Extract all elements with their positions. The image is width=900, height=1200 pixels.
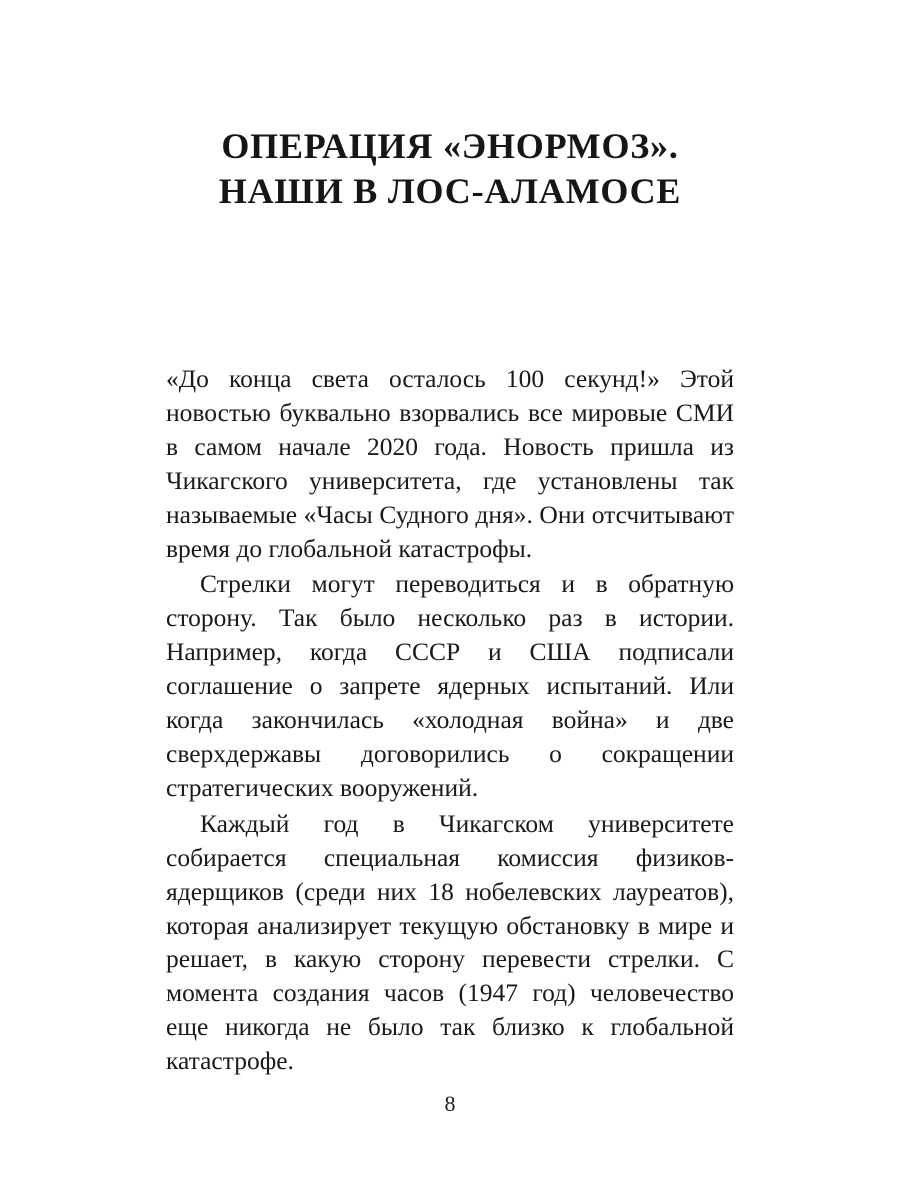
chapter-title-line-2: НАШИ В ЛОС-АЛАМОСЕ [218,171,682,211]
page-number: 8 [444,1091,456,1116]
paragraph-3: Каждый год в Чикагском университете собирается специальная комиссия физиков-ядерщиков (среди них 18 нобелевских лауреатов), которая анализирует текущую обстановку в мире и решает, в какую сторону перевести стрелки. С момента создания часов (1947 год) человечество еще никогда не было так близко к глобальной катастрофе. [166,808,734,1076]
chapter-title-line-1: ОПЕРАЦИЯ «ЭНОРМОЗ». [221,126,679,166]
paragraph-2: Стрелки могут переводиться и в обратную сторону. Так было несколько раз в истории. Например, когда СССР и США подписали соглашение о запрете ядерных испытаний. Или когда закончилась «холодная война» и две сверхдержавы договорились о сокращении стратегических вооружений. [166,569,734,802]
chapter-title [150,124,750,214]
paragraph-1: «До конца света осталось 100 секунд!» Этой новостью буквально взорвались все мировые СМИ в самом начале 2020 года. Новость пришла из Чикагского университета, где установлены так называемые «Часы Судного дня». Они отсчитывают время до глобальной катастрофы. [166,364,734,563]
chapter-body [166,362,734,1078]
